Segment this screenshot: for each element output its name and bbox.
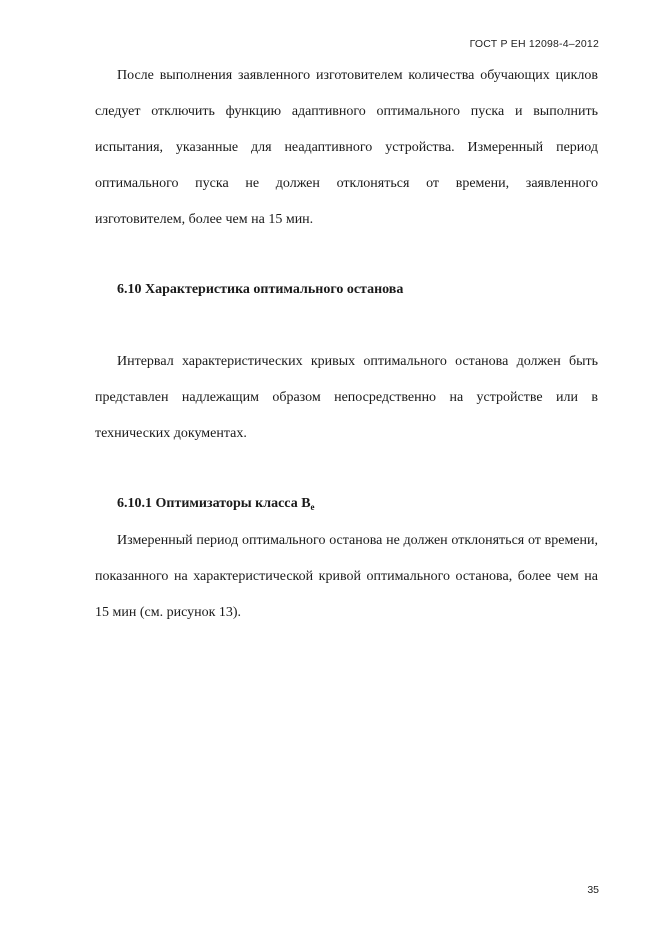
section-heading-6-10: 6.10 Характеристика оптимального останова [117,282,404,297]
paragraph-training-cycles: После выполнения заявленного изготовителем количества обучающих циклов следует отключить функцию адаптивного оптимального пуска и выполнить испытания, указанные для неадаптивного устройства. Измеренный период оптимального пуска не должен отклоняться от времени, заявленного изготовителем, более чем на 15 мин. [95,68,598,227]
paragraph-measured-period: Измеренный период оптимального останова не должен отклоняться от времени, показанного на характеристической кривой оптимального останова, более чем на 15 мин (см. рисунок 13). [95,533,598,620]
section-heading-6-10-1 [117,496,315,512]
section-heading-6-10-1-text: 6.10.1 Оптимизаторы класса B [117,496,311,511]
page-number: 35 [587,884,599,896]
standard-code: ГОСТ Р ЕН 12098-4–2012 [469,38,599,50]
class-subscript: e [310,502,315,512]
paragraph-curve-interval: Интервал характеристических кривых оптимального останова должен быть представлен надлежащим образом непосредственно на устройстве или в технических документах. [95,354,598,441]
